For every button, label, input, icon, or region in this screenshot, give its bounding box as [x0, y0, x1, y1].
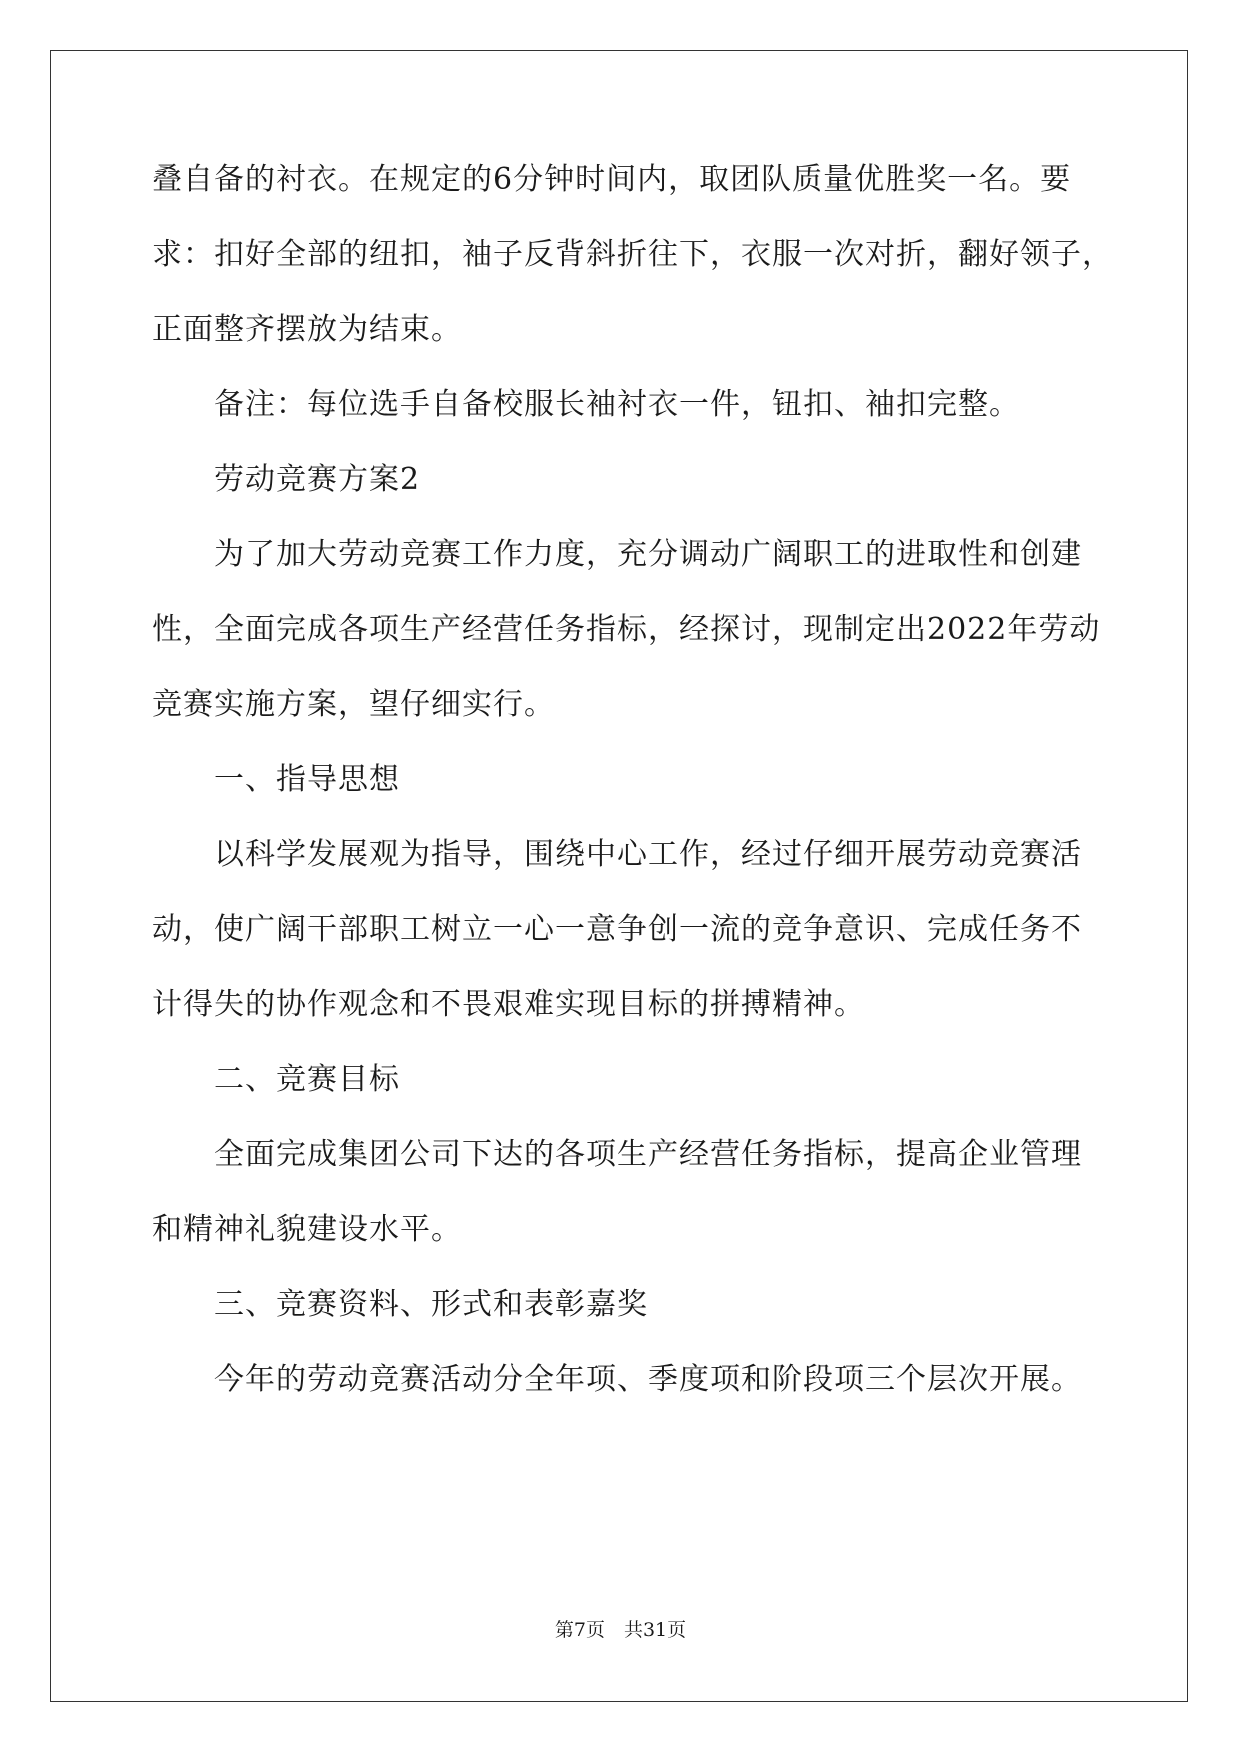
text-line: 性，全面完成各项生产经营任务指标，经探讨，现制定出2022年劳动 [152, 612, 1101, 647]
heading-guiding-ideology: 一、指导思想 [214, 762, 400, 797]
heading-competition-content: 三、竞赛资料、形式和表彰嘉奖 [214, 1287, 648, 1322]
text-line: 计得失的协作观念和不畏艰难实现目标的拼搏精神。 [152, 987, 865, 1022]
text-line: 备注：每位选手自备校服长袖衬衣一件，钮扣、袖扣完整。 [214, 387, 1020, 422]
text-line: 为了加大劳动竞赛工作力度，充分调动广阔职工的进取性和创建 [214, 537, 1082, 572]
text-line: 竞赛实施方案，望仔细实行。 [152, 687, 555, 722]
text-line: 正面整齐摆放为结束。 [152, 312, 462, 347]
section-title: 劳动竞赛方案2 [214, 462, 421, 497]
text-line: 求：扣好全部的纽扣，袖子反背斜折往下，衣服一次对折，翻好领子， [152, 237, 1113, 272]
heading-competition-goals: 二、竞赛目标 [214, 1062, 400, 1097]
text-line: 叠自备的衬衣。在规定的6分钟时间内，取团队质量优胜奖一名。要 [152, 162, 1072, 197]
page-border [50, 50, 1188, 1702]
text-line: 今年的劳动竞赛活动分全年项、季度项和阶段项三个层次开展。 [214, 1362, 1082, 1397]
text-line: 动，使广阔干部职工树立一心一意争创一流的竞争意识、完成任务不 [152, 912, 1082, 947]
text-line: 以科学发展观为指导，围绕中心工作，经过仔细开展劳动竞赛活 [214, 837, 1082, 872]
text-line: 全面完成集团公司下达的各项生产经营任务指标，提高企业管理 [214, 1137, 1082, 1172]
text-line: 和精神礼貌建设水平。 [152, 1212, 462, 1247]
page-number: 第7页 共31页 [554, 1619, 687, 1641]
